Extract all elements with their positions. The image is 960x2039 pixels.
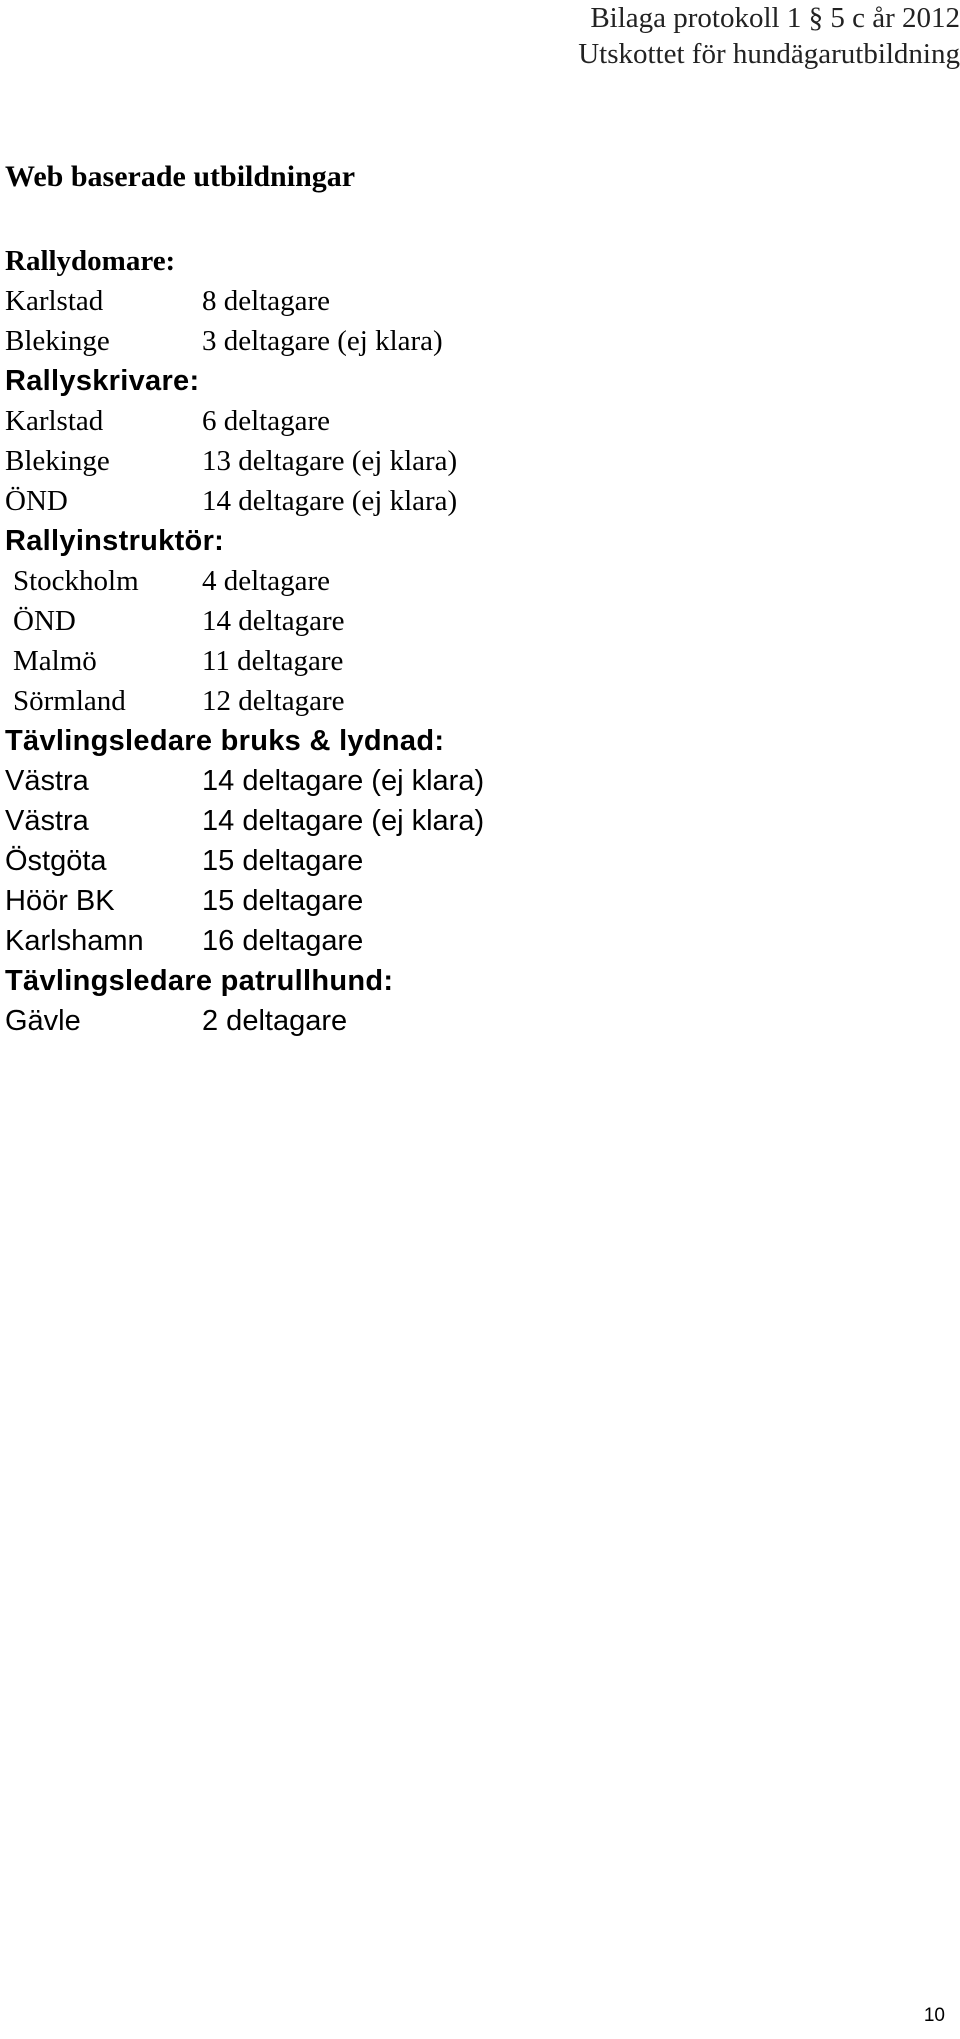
- entry-place: Blekinge: [5, 325, 110, 357]
- entry-count: 14 deltagare (ej klara): [202, 765, 485, 797]
- section-rallydomare: [5, 241, 905, 361]
- list-item: [5, 321, 905, 361]
- entry-count: 15 deltagare: [202, 885, 364, 917]
- entry-count: 6 deltagare: [202, 405, 331, 437]
- list-item: [5, 601, 905, 641]
- section-heading: Rallyskrivare:: [5, 365, 200, 397]
- list-item: [5, 641, 905, 681]
- list-item: [5, 881, 905, 921]
- list-item: [5, 801, 905, 841]
- list-item: [5, 401, 905, 441]
- document-title: Web baserade utbildningar: [5, 160, 356, 193]
- entry-place: ÖND: [13, 605, 76, 637]
- list-item: [5, 921, 905, 961]
- list-item: [5, 281, 905, 321]
- list-item: [5, 761, 905, 801]
- entry-count: 4 deltagare: [202, 565, 331, 597]
- list-item: [5, 561, 905, 601]
- entry-place: Karlstad: [5, 285, 104, 317]
- entry-place: ÖND: [5, 485, 68, 517]
- entry-place: Västra: [5, 765, 89, 797]
- entry-count: 8 deltagare: [202, 285, 331, 317]
- section-tavlingsledare-patrullhund: [5, 961, 905, 1041]
- entry-count: 14 deltagare (ej klara): [202, 485, 458, 517]
- entry-place: Sörmland: [13, 685, 126, 717]
- entry-place: Västra: [5, 805, 89, 837]
- entry-count: 14 deltagare: [202, 605, 345, 637]
- list-item: [5, 841, 905, 881]
- entry-count: 11 deltagare: [202, 645, 344, 677]
- list-item: [5, 441, 905, 481]
- entry-count: 15 deltagare: [202, 845, 364, 877]
- page-header: [578, 0, 960, 72]
- entry-place: Gävle: [5, 1005, 81, 1037]
- entry-count: 13 deltagare (ej klara): [202, 445, 458, 477]
- entry-count: 16 deltagare: [202, 925, 364, 957]
- entry-place: Höör BK: [5, 885, 115, 917]
- entry-place: Karlshamn: [5, 925, 144, 957]
- entry-count: 3 deltagare (ej klara): [202, 325, 443, 357]
- entry-place: Stockholm: [13, 565, 139, 597]
- entry-place: Östgöta: [5, 845, 107, 877]
- section-heading: Tävlingsledare patrullhund:: [5, 965, 394, 997]
- section-rallyskrivare: [5, 361, 905, 521]
- page-number: 10: [923, 2005, 945, 2026]
- entry-count: 2 deltagare: [202, 1005, 348, 1037]
- list-item: [5, 681, 905, 721]
- section-heading: Rallydomare:: [5, 245, 176, 277]
- entry-count: 14 deltagare (ej klara): [202, 805, 485, 837]
- section-rallyinstruktor: [5, 521, 905, 721]
- entry-count: 12 deltagare: [202, 685, 345, 717]
- entry-place: Karlstad: [5, 405, 104, 437]
- section-heading: Rallyinstruktör:: [5, 525, 225, 557]
- list-item: [5, 481, 905, 521]
- entry-place: Blekinge: [5, 445, 110, 477]
- header-protocol-reference: Bilaga protokoll 1 § 5 c år 2012: [590, 2, 960, 34]
- training-list: [5, 241, 905, 1041]
- section-heading: Tävlingsledare bruks & lydnad:: [5, 725, 445, 757]
- header-committee-name: Utskottet för hundägarutbildning: [578, 38, 960, 70]
- section-tavlingsledare-bruks-lydnad: [5, 721, 905, 961]
- entry-place: Malmö: [13, 645, 97, 677]
- list-item: [5, 1001, 905, 1041]
